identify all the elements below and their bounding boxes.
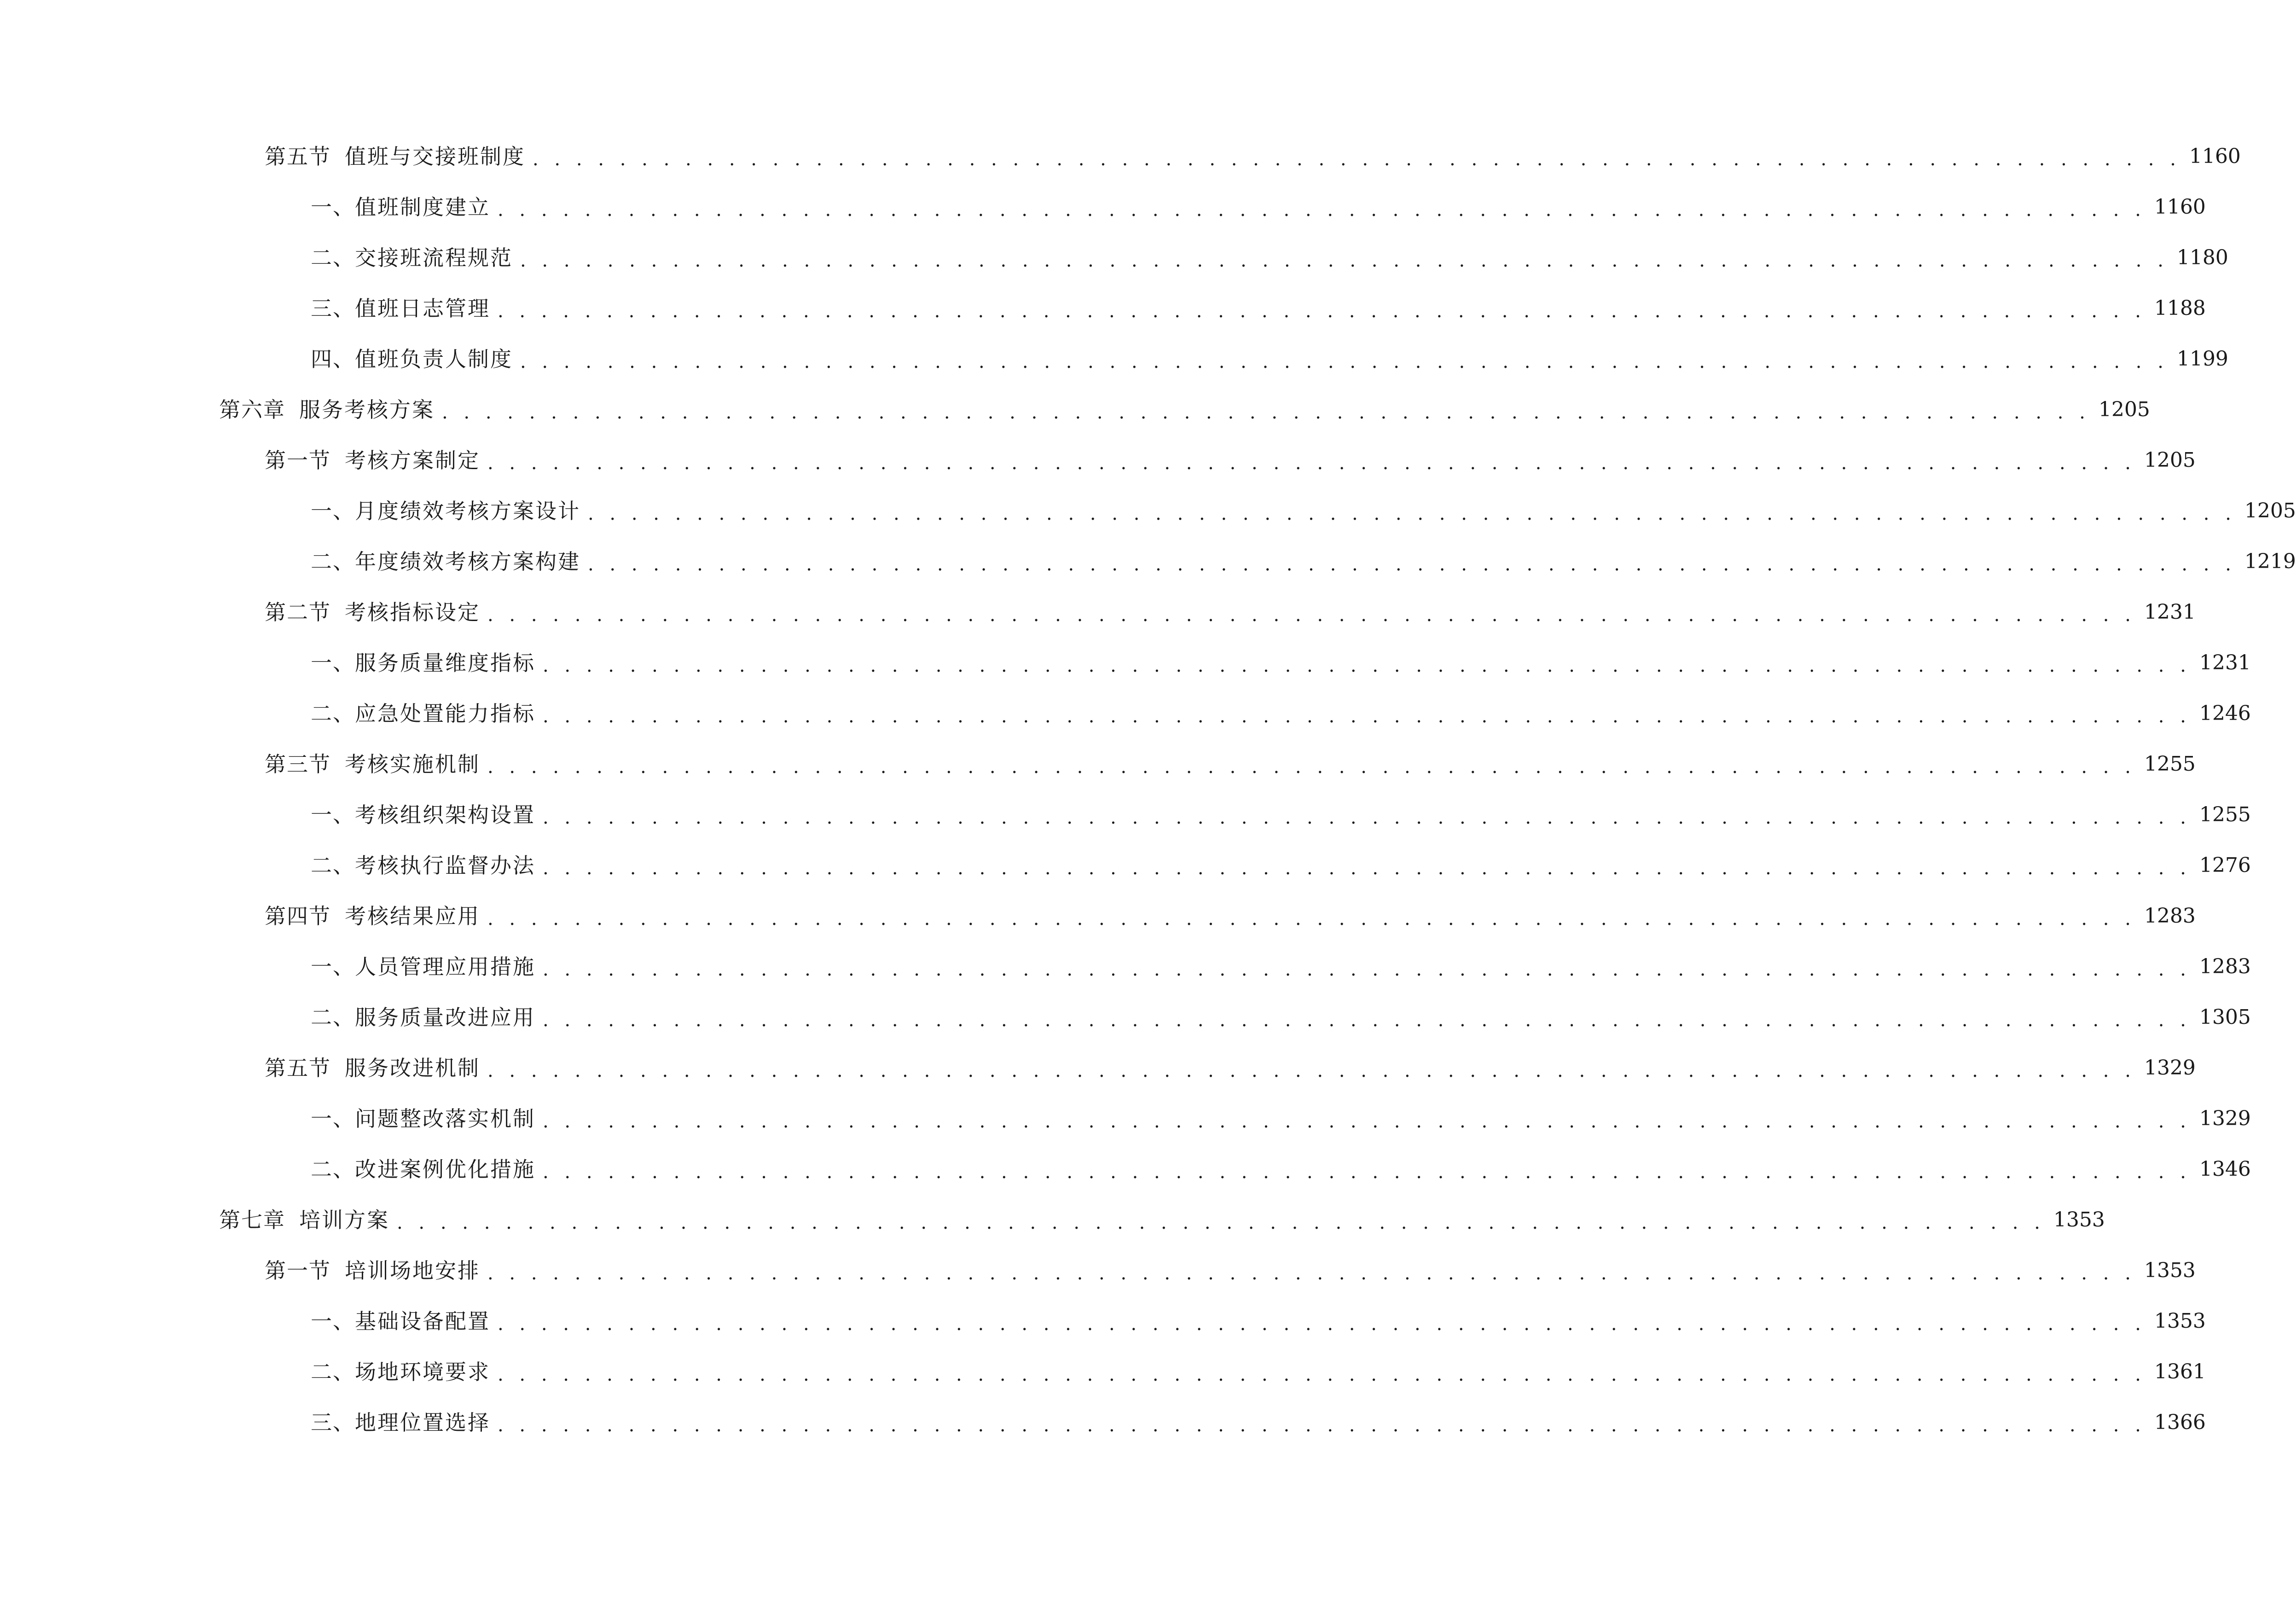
- toc-entry-page-number: 1361: [2154, 1360, 2206, 1383]
- toc-entry-page-number: 1246: [2199, 702, 2251, 725]
- toc-entry-prefix: 二、: [311, 701, 355, 726]
- toc-entry[interactable]: [0, 1245, 2196, 1296]
- toc-entry-page-number: 1160: [2154, 195, 2206, 219]
- dot-leader: . . . . . . . . . . . . . . . . . . . . . . . . . . . . . . . . . . . . . . . . . . . . . . . . . . . . . . . . . . . . . . . . . . . . . . . . . . . .: [487, 908, 2136, 929]
- toc-entry-title: 考核组织架构设置: [355, 802, 535, 827]
- toc-entry-page-number: 1329: [2199, 1107, 2251, 1130]
- toc-entry[interactable]: [0, 891, 2196, 941]
- dot-leader: . . . . . . . . . . . . . . . . . . . . . . . . . . . . . . . . . . . . . . . . . . . . . . . . . . . . . . . . . . . . . . . . . . . . . . . . . . . .: [543, 959, 2191, 980]
- toc-entry-page-number: 1160: [2189, 145, 2241, 168]
- toc-entry[interactable]: [0, 1043, 2196, 1093]
- toc-entry[interactable]: [0, 739, 2196, 790]
- toc-entry-prefix: 二、: [311, 1157, 355, 1182]
- toc-entry[interactable]: [0, 1144, 2251, 1195]
- toc-entry-page-number: 1305: [2199, 1005, 2251, 1029]
- toc-entry-title: 值班负责人制度: [355, 347, 513, 372]
- toc-entry-title: 考核实施机制: [345, 752, 480, 777]
- toc-entry-page-number: 1188: [2154, 296, 2206, 320]
- toc-entry[interactable]: [0, 435, 2196, 486]
- toc-entry[interactable]: [0, 182, 2206, 232]
- toc-entry-title: 服务改进机制: [345, 1056, 480, 1081]
- toc-entry-page-number: 1346: [2199, 1157, 2251, 1181]
- dot-leader: . . . . . . . . . . . . . . . . . . . . . . . . . . . . . . . . . . . . . . . . . . . . . . . . . . . . . . . . . . . . . . . . . . . . . . . . . . . .: [498, 301, 2146, 322]
- dot-leader: . . . . . . . . . . . . . . . . . . . . . . . . . . . . . . . . . . . . . . . . . . . . . . . . . . . . . . . . . . . . . . . . . . . . . . . . . . . .: [543, 807, 2191, 828]
- toc-entry[interactable]: [0, 232, 2228, 283]
- toc-entry[interactable]: [0, 536, 2296, 587]
- toc-entry-prefix: 三、: [311, 1410, 355, 1435]
- toc-entry-page-number: 1255: [2199, 803, 2251, 826]
- toc-entry[interactable]: [0, 283, 2206, 334]
- dot-leader: . . . . . . . . . . . . . . . . . . . . . . . . . . . . . . . . . . . . . . . . . . . . . . . . . . . . . . . . . . . . . . . . . . . . . . . . . . . .: [543, 706, 2191, 727]
- toc-entry-title: 培训方案: [299, 1208, 389, 1232]
- dot-leader: . . . . . . . . . . . . . . . . . . . . . . . . . . . . . . . . . . . . . . . . . . . . . . . . . . . . . . . . . . . . . . . . . . . . . . . . . . . .: [543, 1010, 2191, 1031]
- toc-entry-title: 考核执行监督办法: [355, 853, 535, 878]
- toc-entry[interactable]: [0, 1195, 2105, 1245]
- toc-entry[interactable]: [0, 992, 2251, 1043]
- toc-entry-title: 服务质量维度指标: [355, 651, 535, 675]
- toc-entry[interactable]: [0, 840, 2251, 891]
- toc-entry-page-number: 1199: [2176, 347, 2228, 371]
- dot-leader: . . . . . . . . . . . . . . . . . . . . . . . . . . . . . . . . . . . . . . . . . . . . . . . . . . . . . . . . . . . . . . . . . . . . . . . . . . . .: [498, 1313, 2146, 1335]
- dot-leader: . . . . . . . . . . . . . . . . . . . . . . . . . . . . . . . . . . . . . . . . . . . . . . . . . . . . . . . . . . . . . . . . . . . . . . . . . . . .: [520, 351, 2168, 372]
- toc-entry[interactable]: [0, 941, 2251, 992]
- toc-entry-prefix: 第三节: [265, 752, 331, 777]
- toc-entry-prefix: 第二节: [265, 600, 331, 625]
- toc-entry-prefix: 二、: [311, 853, 355, 878]
- toc-entry-prefix: 第五节: [265, 144, 331, 169]
- toc-entry[interactable]: [0, 1347, 2206, 1397]
- dot-leader: . . . . . . . . . . . . . . . . . . . . . . . . . . . . . . . . . . . . . . . . . . . . . . . . . . . . . . . . . . . . . . . . . . . . . . . . . . . .: [543, 858, 2191, 879]
- toc-entry-page-number: 1276: [2199, 854, 2251, 877]
- toc-entry-page-number: 1283: [2144, 904, 2196, 928]
- dot-leader: . . . . . . . . . . . . . . . . . . . . . . . . . . . . . . . . . . . . . . . . . . . . . . . . . . . . . . . . . . . . . . . . . . . . . . . . . . . .: [397, 1212, 2045, 1233]
- toc-entry-prefix: 一、: [311, 195, 355, 220]
- toc-entry-prefix: 二、: [311, 549, 355, 574]
- toc-entry-page-number: 1205: [2144, 448, 2196, 472]
- toc-entry[interactable]: [0, 486, 2296, 536]
- toc-entry-prefix: 二、: [311, 245, 355, 270]
- dot-leader: . . . . . . . . . . . . . . . . . . . . . . . . . . . . . . . . . . . . . . . . . . . . . . . . . . . . . . . . . . . . . . . . . . . . . . . . . . . .: [487, 756, 2136, 778]
- dot-leader: . . . . . . . . . . . . . . . . . . . . . . . . . . . . . . . . . . . . . . . . . . . . . . . . . . . . . . . . . . . . . . . . . . . . . . . . . . . .: [588, 503, 2236, 524]
- toc-entry-page-number: 1353: [2154, 1309, 2206, 1333]
- toc-entry-page-number: 1231: [2144, 600, 2196, 624]
- toc-entry-title: 值班制度建立: [355, 195, 490, 220]
- dot-leader: . . . . . . . . . . . . . . . . . . . . . . . . . . . . . . . . . . . . . . . . . . . . . . . . . . . . . . . . . . . . . . . . . . . . . . . . . . . .: [543, 1162, 2191, 1183]
- toc-entry-title: 值班日志管理: [355, 296, 490, 321]
- dot-leader: . . . . . . . . . . . . . . . . . . . . . . . . . . . . . . . . . . . . . . . . . . . . . . . . . . . . . . . . . . . . . . . . . . . . . . . . . . . .: [588, 554, 2236, 575]
- table-of-contents: [0, 131, 2296, 1448]
- toc-entry-title: 地理位置选择: [355, 1410, 490, 1435]
- toc-entry-page-number: 1353: [2144, 1259, 2196, 1282]
- toc-entry-prefix: 一、: [311, 499, 355, 523]
- toc-entry-title: 问题整改落实机制: [355, 1106, 535, 1131]
- toc-entry-title: 年度绩效考核方案构建: [355, 549, 580, 574]
- toc-entry-title: 服务质量改进应用: [355, 1005, 535, 1030]
- dot-leader: . . . . . . . . . . . . . . . . . . . . . . . . . . . . . . . . . . . . . . . . . . . . . . . . . . . . . . . . . . . . . . . . . . . . . . . . . . . .: [543, 1111, 2191, 1132]
- toc-entry[interactable]: [0, 1093, 2251, 1144]
- toc-entry[interactable]: [0, 1296, 2206, 1347]
- toc-entry-title: 值班与交接班制度: [345, 144, 525, 169]
- toc-entry[interactable]: [0, 334, 2228, 384]
- toc-entry[interactable]: [0, 587, 2196, 638]
- toc-entry-title: 应急处置能力指标: [355, 701, 535, 726]
- dot-leader: . . . . . . . . . . . . . . . . . . . . . . . . . . . . . . . . . . . . . . . . . . . . . . . . . . . . . . . . . . . . . . . . . . . . . . . . . . . .: [498, 1364, 2146, 1385]
- toc-entry-page-number: 1180: [2176, 246, 2228, 269]
- toc-entry-title: 人员管理应用措施: [355, 954, 535, 979]
- toc-entry-prefix: 第六章: [219, 397, 285, 422]
- toc-entry-title: 考核指标设定: [345, 600, 480, 625]
- dot-leader: . . . . . . . . . . . . . . . . . . . . . . . . . . . . . . . . . . . . . . . . . . . . . . . . . . . . . . . . . . . . . . . . . . . . . . . . . . . .: [487, 453, 2136, 474]
- toc-entry-prefix: 二、: [311, 1005, 355, 1030]
- toc-entry-title: 考核结果应用: [345, 904, 480, 929]
- toc-entry-prefix: 四、: [311, 347, 355, 372]
- toc-entry-prefix: 二、: [311, 1359, 355, 1384]
- toc-entry-title: 场地环境要求: [355, 1359, 490, 1384]
- dot-leader: . . . . . . . . . . . . . . . . . . . . . . . . . . . . . . . . . . . . . . . . . . . . . . . . . . . . . . . . . . . . . . . . . . . . . . . . . . . .: [442, 402, 2090, 423]
- toc-entry-prefix: 三、: [311, 296, 355, 321]
- toc-entry-prefix: 一、: [311, 802, 355, 827]
- dot-leader: . . . . . . . . . . . . . . . . . . . . . . . . . . . . . . . . . . . . . . . . . . . . . . . . . . . . . . . . . . . . . . . . . . . . . . . . . . . .: [543, 655, 2191, 676]
- dot-leader: . . . . . . . . . . . . . . . . . . . . . . . . . . . . . . . . . . . . . . . . . . . . . . . . . . . . . . . . . . . . . . . . . . . . . . . . . . . .: [498, 1415, 2146, 1436]
- toc-entry[interactable]: [0, 384, 2150, 435]
- toc-entry[interactable]: [0, 638, 2251, 688]
- toc-entry-page-number: 1205: [2098, 398, 2150, 421]
- toc-entry-prefix: 一、: [311, 651, 355, 675]
- dot-leader: . . . . . . . . . . . . . . . . . . . . . . . . . . . . . . . . . . . . . . . . . . . . . . . . . . . . . . . . . . . . . . . . . . . . . . . . . . . .: [520, 250, 2168, 271]
- toc-entry-page-number: 1353: [2053, 1208, 2105, 1232]
- toc-entry-prefix: 第七章: [219, 1208, 285, 1232]
- toc-entry-page-number: 1255: [2144, 752, 2196, 776]
- toc-entry-prefix: 第一节: [265, 1258, 331, 1283]
- toc-entry-page-number: 1219: [2244, 550, 2296, 573]
- dot-leader: . . . . . . . . . . . . . . . . . . . . . . . . . . . . . . . . . . . . . . . . . . . . . . . . . . . . . . . . . . . . . . . . . . . . . . . . . . . .: [487, 604, 2136, 626]
- toc-entry-page-number: 1366: [2154, 1411, 2206, 1434]
- toc-entry-prefix: 一、: [311, 1106, 355, 1131]
- toc-entry[interactable]: [0, 790, 2251, 840]
- toc-entry-title: 交接班流程规范: [355, 245, 513, 270]
- toc-entry-title: 基础设备配置: [355, 1309, 490, 1334]
- toc-entry-prefix: 一、: [311, 1309, 355, 1334]
- toc-entry-page-number: 1329: [2144, 1056, 2196, 1080]
- toc-entry[interactable]: [0, 1397, 2206, 1448]
- toc-entry-prefix: 第五节: [265, 1056, 331, 1081]
- toc-entry-prefix: 第四节: [265, 904, 331, 929]
- dot-leader: . . . . . . . . . . . . . . . . . . . . . . . . . . . . . . . . . . . . . . . . . . . . . . . . . . . . . . . . . . . . . . . . . . . . . . . . . . . .: [487, 1060, 2136, 1081]
- dot-leader: . . . . . . . . . . . . . . . . . . . . . . . . . . . . . . . . . . . . . . . . . . . . . . . . . . . . . . . . . . . . . . . . . . . . . . . . . . . .: [498, 199, 2146, 221]
- toc-entry-title: 服务考核方案: [299, 397, 435, 422]
- toc-entry-title: 改进案例优化措施: [355, 1157, 535, 1182]
- toc-entry[interactable]: [0, 131, 2241, 182]
- toc-entry[interactable]: [0, 688, 2251, 739]
- toc-entry-title: 考核方案制定: [345, 448, 480, 473]
- toc-entry-page-number: 1283: [2199, 955, 2251, 978]
- dot-leader: . . . . . . . . . . . . . . . . . . . . . . . . . . . . . . . . . . . . . . . . . . . . . . . . . . . . . . . . . . . . . . . . . . . . . . . . . . . .: [487, 1263, 2136, 1284]
- toc-entry-prefix: 第一节: [265, 448, 331, 473]
- toc-entry-prefix: 一、: [311, 954, 355, 979]
- toc-entry-page-number: 1231: [2199, 651, 2251, 674]
- toc-entry-title: 月度绩效考核方案设计: [355, 499, 580, 523]
- toc-entry-title: 培训场地安排: [345, 1258, 480, 1283]
- dot-leader: . . . . . . . . . . . . . . . . . . . . . . . . . . . . . . . . . . . . . . . . . . . . . . . . . . . . . . . . . . . . . . . . . . . . . . . . . . . .: [533, 149, 2181, 170]
- toc-entry-page-number: 1205: [2244, 499, 2296, 523]
